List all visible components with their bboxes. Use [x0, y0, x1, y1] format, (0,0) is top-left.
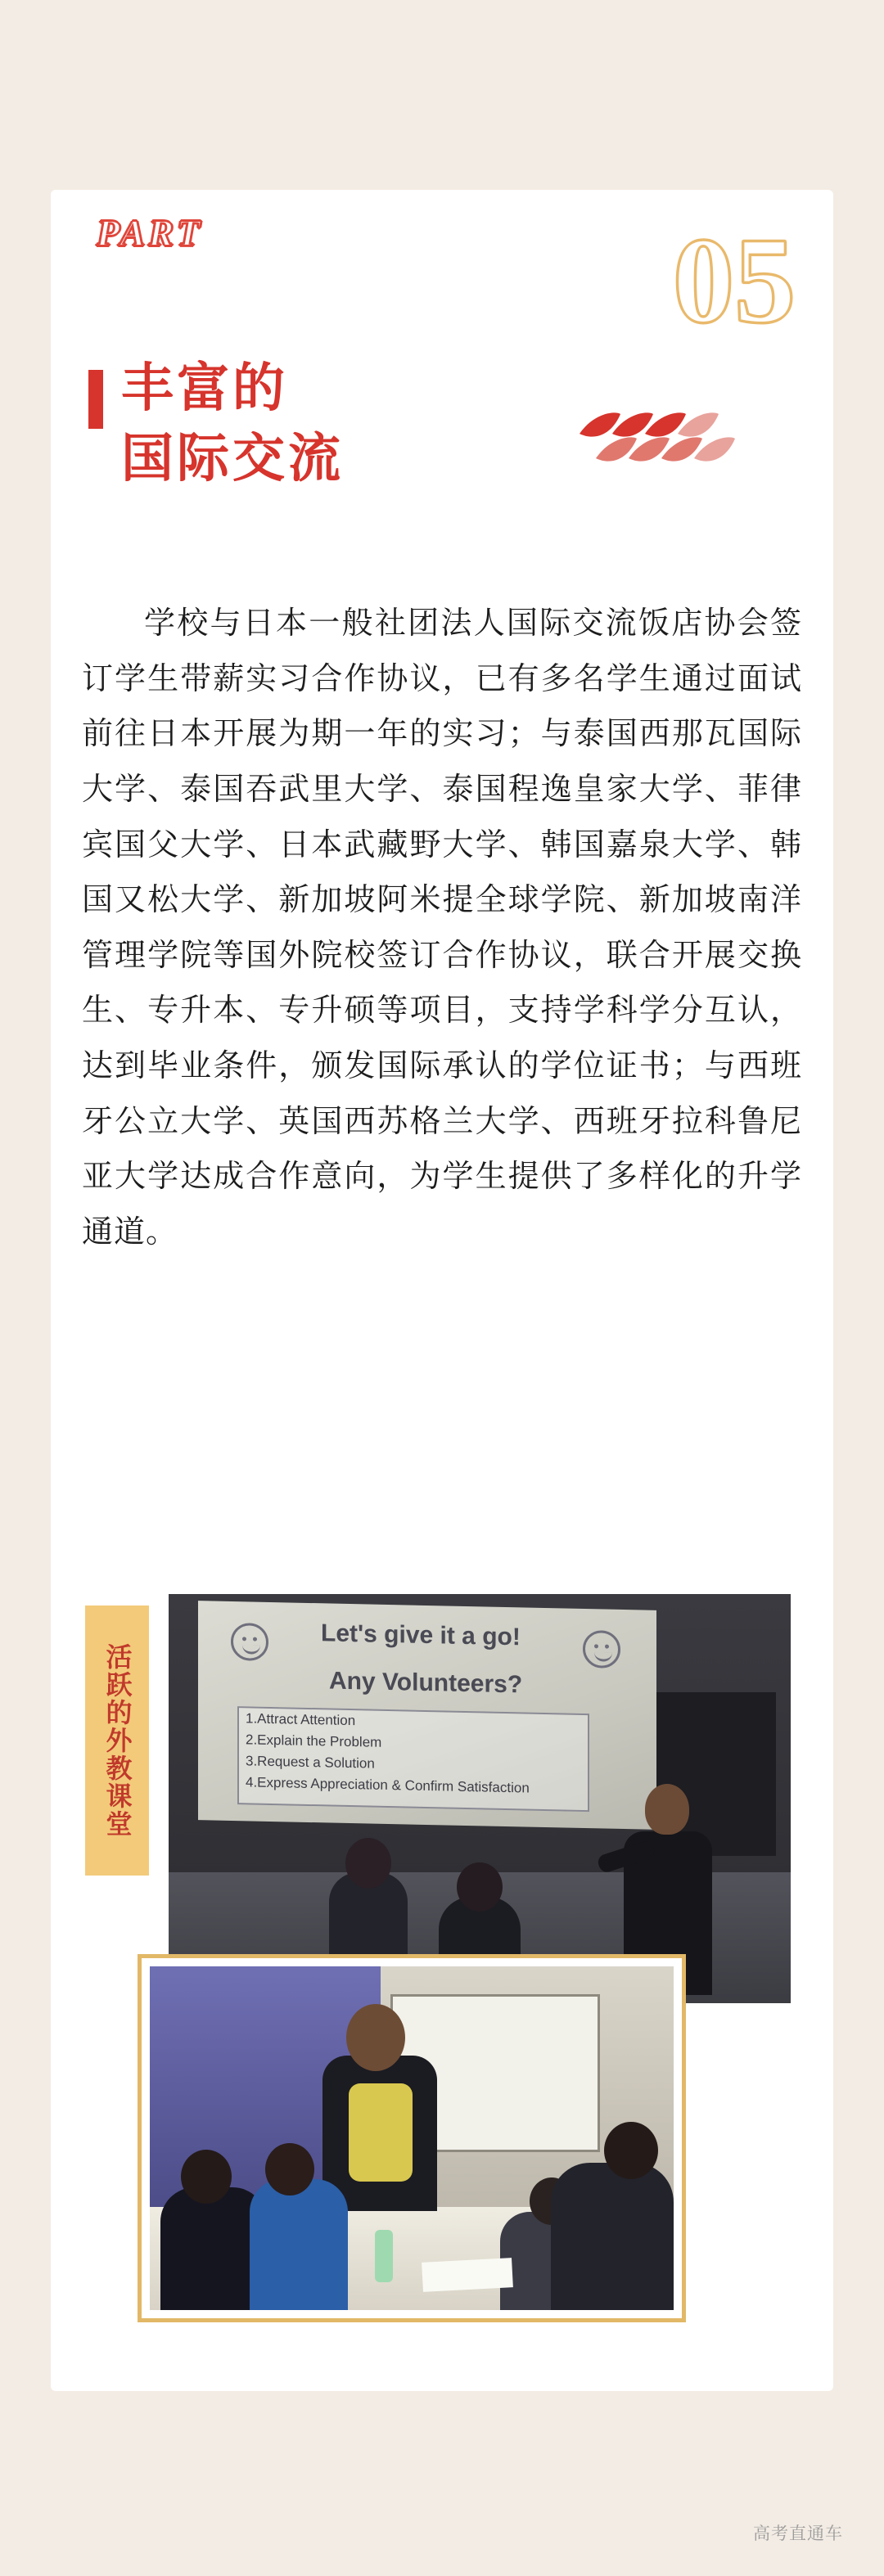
photo2-student: [551, 2163, 674, 2310]
photo2-student: [250, 2179, 348, 2310]
page-title-line1: 丰富的: [121, 358, 288, 419]
page-title: [121, 354, 344, 495]
slide-list-item: 1.Attract Attention: [246, 1710, 356, 1729]
part-number: 05: [673, 213, 796, 349]
photo-caption-tab: 活跃的外教课堂: [85, 1605, 149, 1876]
photo2-student-head: [265, 2143, 314, 2195]
photo2-papers: [422, 2258, 513, 2292]
slide-list-item: 2.Explain the Problem: [246, 1732, 382, 1750]
photo2-student-head: [181, 2150, 232, 2204]
photo2-teacher-shirt: [349, 2083, 413, 2182]
photo2-student-head: [604, 2122, 658, 2179]
slide-subtitle: Any Volunteers?: [329, 1667, 523, 1699]
photo1-projection-screen: [198, 1601, 656, 1830]
classroom-photo-projector: [169, 1594, 791, 2003]
photo1-student-head: [345, 1838, 391, 1889]
photo2-water-bottle: [375, 2230, 393, 2282]
page-title-line2: 国际交流: [121, 429, 344, 490]
wheat-leaves-icon: [573, 398, 753, 471]
smiley-face-icon: [231, 1623, 268, 1661]
classroom-photo-discussion: [150, 1966, 674, 2310]
part-label: PART: [97, 212, 204, 254]
photo1-student-head: [457, 1862, 503, 1912]
classroom-photo-frame: [138, 1954, 686, 2322]
photo2-teacher-head: [346, 2004, 405, 2071]
footer-watermark: 高考直通车: [753, 2524, 843, 2543]
slide-list: [237, 1706, 589, 1812]
smiley-face-icon: [583, 1630, 620, 1669]
body-paragraph: 学校与日本一般社团法人国际交流饭店协会签订学生带薪实习合作协议，已有多名学生通过面试前往日本开展为期一年的实习；与泰国西那瓦国际大学、泰国吞武里大学、泰国程逸皇家大学、菲律宾国父大学、日本武藏野大学、韩国嘉泉大学、韩国又松大学、新加坡阿米提全球学院、新加坡南洋管理学院等国外院校签订合作协议，联合开展交换生、专升本、专升硕等项目，支持学科学分互认，达到毕业条件，颁发国际承认的学位证书；与西班牙公立大学、英国西苏格兰大学、西班牙拉科鲁尼亚大学达成合作意向，为学生提供了多样化的升学通道。: [82, 605, 802, 1250]
photo1-teacher-head: [645, 1784, 689, 1835]
slide-list-item: 4.Express Appreciation & Confirm Satisfaction: [246, 1774, 530, 1796]
slide-list-item: 3.Request a Solution: [246, 1753, 375, 1772]
heading-accent-bar: [88, 370, 103, 429]
slide-title: Let's give it a go!: [321, 1619, 521, 1651]
